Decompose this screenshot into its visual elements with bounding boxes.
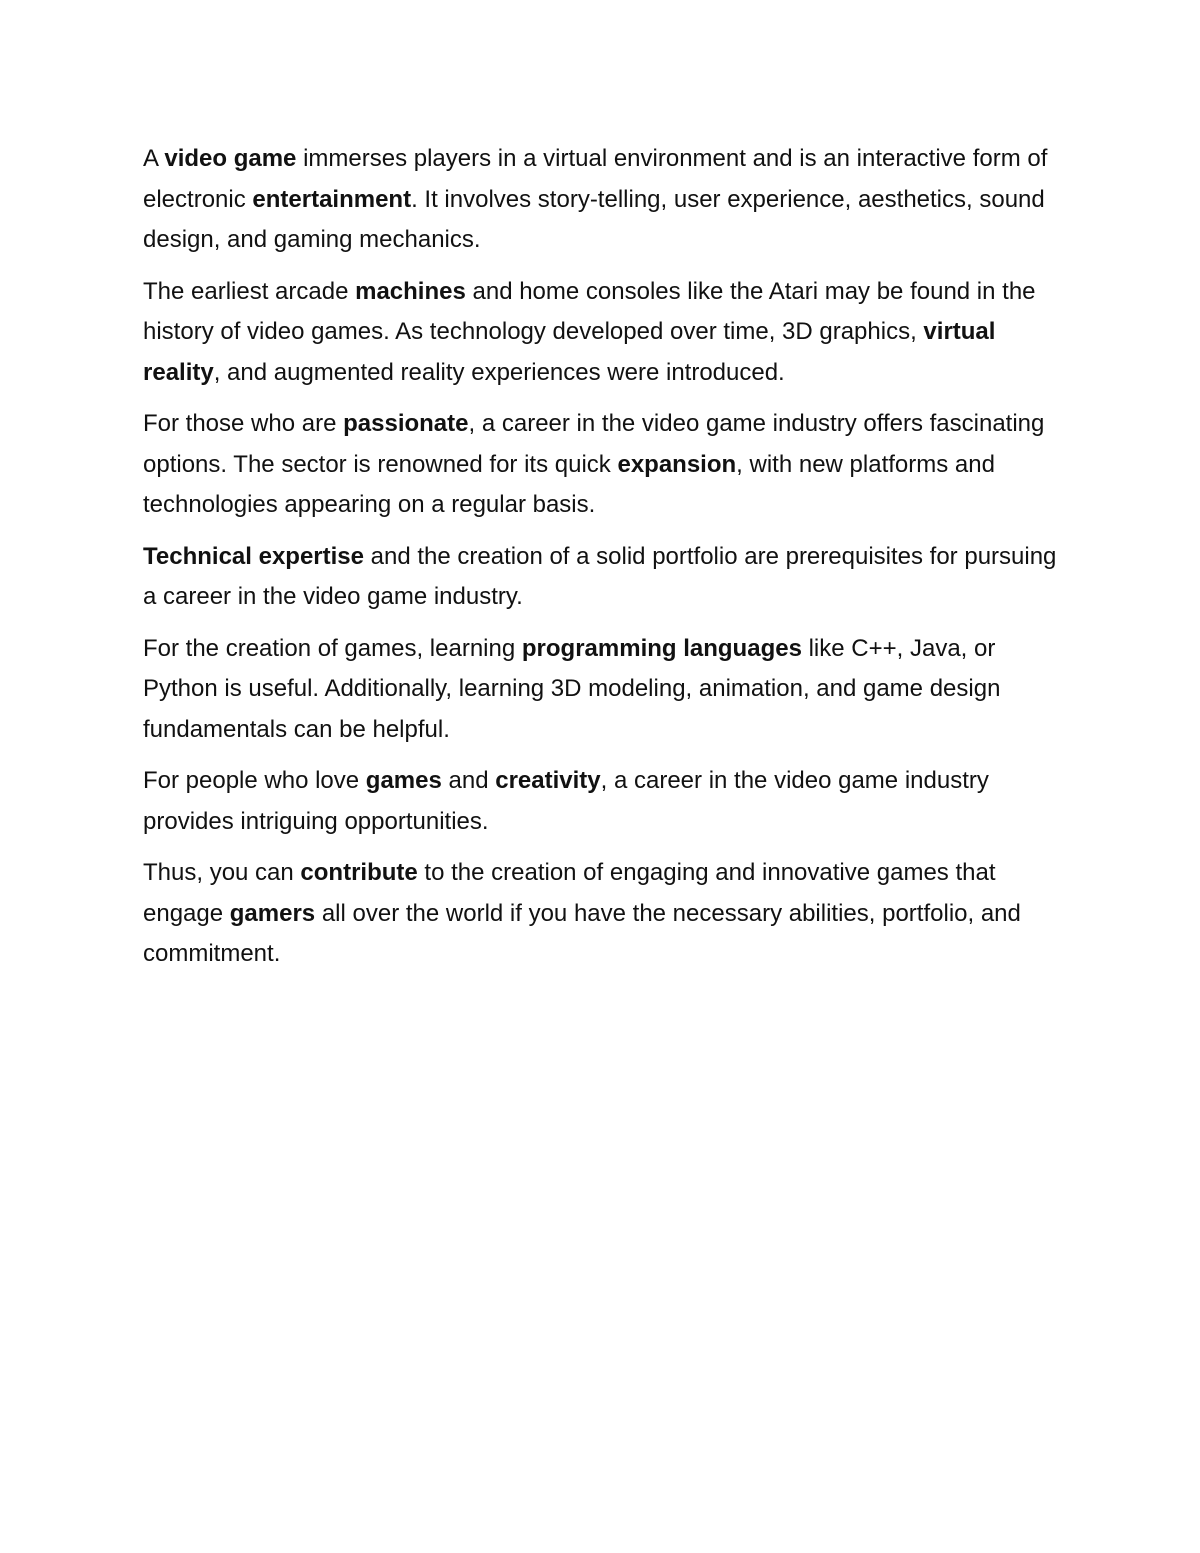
text-run: , with new platforms and technologies appearing on a regular basis. (143, 450, 995, 518)
document-body (143, 139, 1068, 986)
text-run: and (441, 767, 496, 794)
paragraph-video-game-definition (143, 139, 1068, 261)
text-run: to the creation of engaging and innovative games that engage (143, 859, 996, 927)
paragraph-conclusion (143, 853, 1068, 975)
paragraph-history (143, 272, 1068, 394)
text-run: all over the world if you have the necessary abilities, portfolio, and commitment. (143, 899, 1021, 967)
bold-term-contribute: contribute (300, 859, 418, 886)
bold-term-entertainment: entertainment (252, 185, 412, 213)
bold-term-machines: machines (355, 277, 466, 305)
paragraph-prerequisites (143, 537, 1068, 618)
bold-term-games: games (365, 767, 442, 794)
bold-term-gamers: gamers (229, 899, 316, 927)
bold-term-programming-languages: programming languages (521, 634, 802, 662)
text-run: and the creation of a solid portfolio are prerequisites for pursuing a career in the video game industry. (143, 542, 1057, 610)
bold-term-video-game: video game (164, 145, 297, 172)
bold-term-expansion: expansion (617, 450, 737, 478)
paragraph-programming (143, 629, 1068, 751)
bold-term-virtual-reality: virtual reality (143, 318, 996, 386)
paragraph-opportunities (143, 761, 1068, 842)
text-run: . It involves story-telling, user experience, aesthetics, sound design, and gaming mechanics. (143, 185, 1045, 253)
text-run: For the creation of games, learning (143, 634, 522, 662)
text-run: and home consoles like the Atari may be found in the history of video games. As technology developed over time, 3D graphics, (143, 277, 1036, 345)
text-run: immerses players in a virtual environment and is an interactive form of electronic (143, 145, 1048, 213)
paragraph-career-options (143, 404, 1068, 526)
text-run: , and augmented reality experiences were introduced. (213, 358, 785, 386)
text-run: The earliest arcade (143, 277, 356, 305)
text-run: For people who love (143, 767, 366, 794)
bold-term-technical-expertise: Technical expertise (143, 542, 364, 570)
bold-term-passionate: passionate (343, 410, 469, 437)
bold-term-creativity: creativity (495, 767, 601, 794)
text-run: like C++, Java, or Python is useful. Additionally, learning 3D modeling, animation, and game design fundamentals can be helpful. (143, 634, 1001, 743)
text-run: Thus, you can (143, 859, 301, 886)
text-run: A (143, 145, 165, 172)
text-run: , a career in the video game industry provides intriguing opportunities. (143, 767, 989, 835)
text-run: , a career in the video game industry offers fascinating options. The sector is renowned for its quick (143, 410, 1045, 478)
text-run: For those who are (143, 410, 344, 437)
